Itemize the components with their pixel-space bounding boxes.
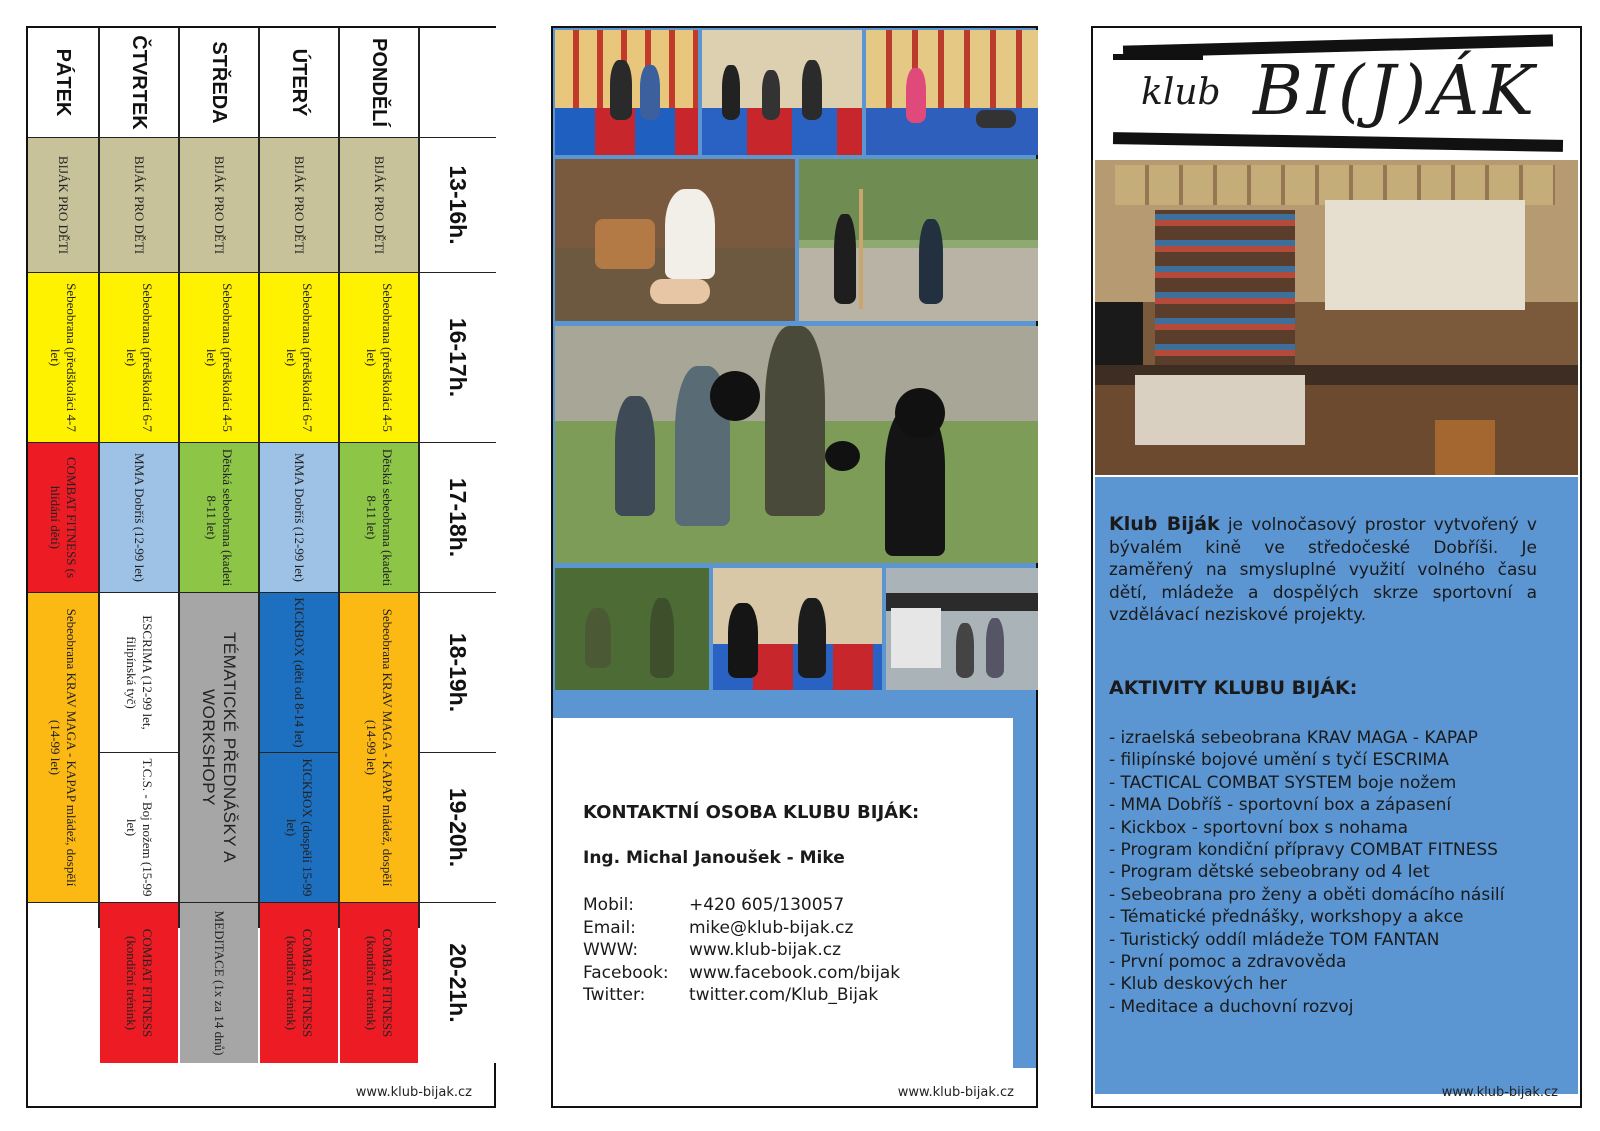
schedule-cell: ESCRIMA (12-99 let, filipínská tyč) [100, 593, 178, 753]
schedule-cell: BIJÁK PRO DĚTI [180, 138, 258, 273]
schedule-row-tuesday [260, 28, 338, 1038]
time-header: 19-20h. [420, 753, 496, 903]
contact-twitter-link[interactable]: twitter.com/Klub_Bijak [689, 985, 879, 1005]
club-logo [1103, 32, 1571, 158]
schedule-cell: Sebeobrana (předškoláci 4-7 let) [28, 273, 98, 443]
schedule-cell: COMBAT FITNESS (s hlídání dětí) [28, 443, 98, 593]
schedule-cell: Sebeobrana (předškoláci 6-7 let) [260, 273, 338, 443]
activity-item: - MMA Dobříš - sportovní box a zápasení [1109, 795, 1452, 816]
schedule-cell: TÉMATICKÉ PŘEDNÁŠKY A WORKSHOPY [180, 593, 258, 903]
schedule-cell: KICKBOX (dospělí 15-99 let) [260, 753, 338, 903]
schedule-cell: MMA Dobříš (12-99 let) [100, 443, 178, 593]
footer-url[interactable]: www.klub-bijak.cz [1441, 1085, 1558, 1100]
club-description: je volnočasový prostor vytvořený v bývalém kině ve středočeské Dobříši. Je zaměřený na smysluplné využití volného času dětí, mládeže a dospělých skrze sportovní a vzdělávací neziskové projekty. [1109, 515, 1537, 625]
club-intro [1109, 513, 1537, 627]
contact-label: WWW: [583, 940, 639, 960]
day-label: STŘEDA [180, 28, 258, 138]
contact-website-link[interactable]: www.klub-bijak.cz [689, 940, 841, 960]
schedule-cell: COMBAT FITNESS (kondiční trénink) [340, 903, 418, 1063]
activity-item: - izraelská sebeobrana KRAV MAGA - KAPAP [1109, 728, 1478, 748]
time-header: 13-16h. [420, 138, 496, 273]
activities-list [1109, 727, 1504, 1018]
schedule-cell: Dětská sebeobrana (kadeti 8-11 let) [340, 443, 418, 593]
photo-women-self-defense [713, 568, 882, 690]
schedule-cell: MMA Dobříš (12-99 let) [260, 443, 338, 593]
contact-label: Email: [583, 917, 636, 938]
day-label: PÁTEK [28, 28, 98, 138]
activity-item: - Turistický oddíl mládeže TOM FANTAN [1109, 929, 1440, 950]
contact-section [553, 718, 1013, 1098]
day-label: ČTVRTEK [100, 28, 178, 138]
day-label: ÚTERÝ [260, 28, 338, 138]
contact-label: Mobil: [583, 895, 635, 915]
activity-item: - Program dětské sebeobrany od 4 let [1109, 862, 1430, 883]
time-header: 20-21h. [420, 903, 496, 1063]
schedule-cell: Sebeobrana KRAV MAGA - KAPAP mládež, dospělí (14-99 let) [340, 593, 418, 903]
info-box [1095, 477, 1578, 1094]
info-panel [1091, 26, 1582, 1108]
photo-escrima-outdoor [799, 159, 1038, 321]
schedule-row-wednesday [180, 28, 258, 1056]
footer-url[interactable]: www.klub-bijak.cz [897, 1085, 1014, 1100]
contact-label: Facebook: [583, 962, 669, 983]
activity-item: - Meditace a duchovní rozvoj [1109, 996, 1354, 1017]
schedule-cell: Sebeobrana (předškoláci 4-5 let) [180, 273, 258, 443]
schedule-cell: COMBAT FITNESS (kondiční trénink) [260, 903, 338, 1063]
schedule-cell: KICKBOX (děti od 8-14 let) [260, 593, 338, 753]
photo-collage [553, 28, 1036, 718]
time-header: 17-18h. [420, 443, 496, 593]
photo-stand-event [886, 568, 1038, 690]
schedule-cell: Sebeobrana KRAV MAGA - KAPAP mládež, dospělí (14-99 let) [28, 593, 98, 903]
activities-title: AKTIVITY KLUBU BIJÁK: [1109, 677, 1358, 699]
activity-item: - Program kondiční přípravy COMBAT FITNESS [1109, 840, 1498, 861]
photo-kids-training [555, 30, 698, 155]
photo-club-interior [1095, 160, 1578, 475]
schedule-header-row [420, 28, 496, 1023]
logo-name: BI(J)ÁK [1253, 52, 1539, 131]
contact-row-www [583, 939, 900, 962]
photo-outdoor-military [555, 568, 709, 690]
footer-url[interactable]: www.klub-bijak.cz [355, 1085, 472, 1100]
schedule-cell: MEDITACE (1x za 14 dnů) [180, 903, 258, 1063]
activity-item: - filipínské bojové umění s tyčí ESCRIMA [1109, 750, 1449, 771]
schedule-cell: BIJÁK PRO DĚTI [28, 138, 98, 273]
schedule-panel [26, 26, 496, 1108]
schedule-cell: BIJÁK PRO DĚTI [260, 138, 338, 273]
schedule-row-monday [340, 28, 418, 1038]
contact-name: Ing. Michal Janoušek - Mike [583, 848, 845, 868]
contact-label: Twitter: [583, 985, 646, 1005]
contact-facebook-link[interactable]: www.facebook.com/bijak [689, 962, 901, 983]
photo-kids-boxing [555, 326, 1038, 563]
activity-item: - Klub deskových her [1109, 974, 1287, 995]
schedule-corner [420, 28, 496, 138]
decorative-strip [1013, 718, 1036, 1068]
photo-sparring [866, 30, 1038, 155]
time-header: 16-17h. [420, 273, 496, 443]
club-name: Klub Biják [1109, 513, 1220, 535]
schedule-cell: BIJÁK PRO DĚTI [100, 138, 178, 273]
schedule-cell-empty [28, 903, 98, 1063]
contact-row-facebook [583, 962, 900, 985]
contact-phone[interactable]: +420 605/130057 [689, 895, 845, 915]
contact-row-mobile [583, 894, 900, 917]
contact-row-email [583, 917, 900, 940]
contact-title: KONTAKTNÍ OSOBA KLUBU BIJÁK: [583, 802, 920, 823]
contact-details [583, 894, 900, 1007]
activity-item: - Sebeobrana pro ženy a oběti domácího násilí [1109, 884, 1505, 905]
activity-item: - TACTICAL COMBAT SYSTEM boje nožem [1109, 772, 1457, 793]
contact-row-twitter [583, 984, 900, 1007]
activity-item: - Tématické přednášky, workshopy a akce [1109, 907, 1464, 928]
activity-item: - První pomoc a zdravověda [1109, 952, 1347, 973]
schedule-cell: Sebeobrana (předškoláci 6-7 let) [100, 273, 178, 443]
schedule-row-friday [28, 28, 98, 928]
contact-email-link[interactable]: mike@klub-bijak.cz [689, 917, 854, 938]
schedule-cell: COMBAT FITNESS (kondiční trénink) [100, 903, 178, 1063]
day-label: PONDĚLÍ [340, 28, 418, 138]
schedule-cell: T.C.S. - Boj nožem (15-99 let) [100, 753, 178, 903]
schedule-cell: Sebeobrana (předškoláci 4-5 let) [340, 273, 418, 443]
time-header: 18-19h. [420, 593, 496, 753]
schedule-cell: BIJÁK PRO DĚTI [340, 138, 418, 273]
schedule-table [28, 28, 496, 1056]
schedule-row-thursday [100, 28, 178, 1038]
logo-prefix: klub [1141, 72, 1221, 113]
photo-first-aid [555, 159, 795, 321]
activity-item: - Kickbox - sportovní box s nohama [1109, 817, 1409, 838]
schedule-cell: Dětská sebeobrana (kadeti 8-11 let) [180, 443, 258, 593]
photo-group-training [702, 30, 862, 155]
photos-panel [551, 26, 1038, 1108]
